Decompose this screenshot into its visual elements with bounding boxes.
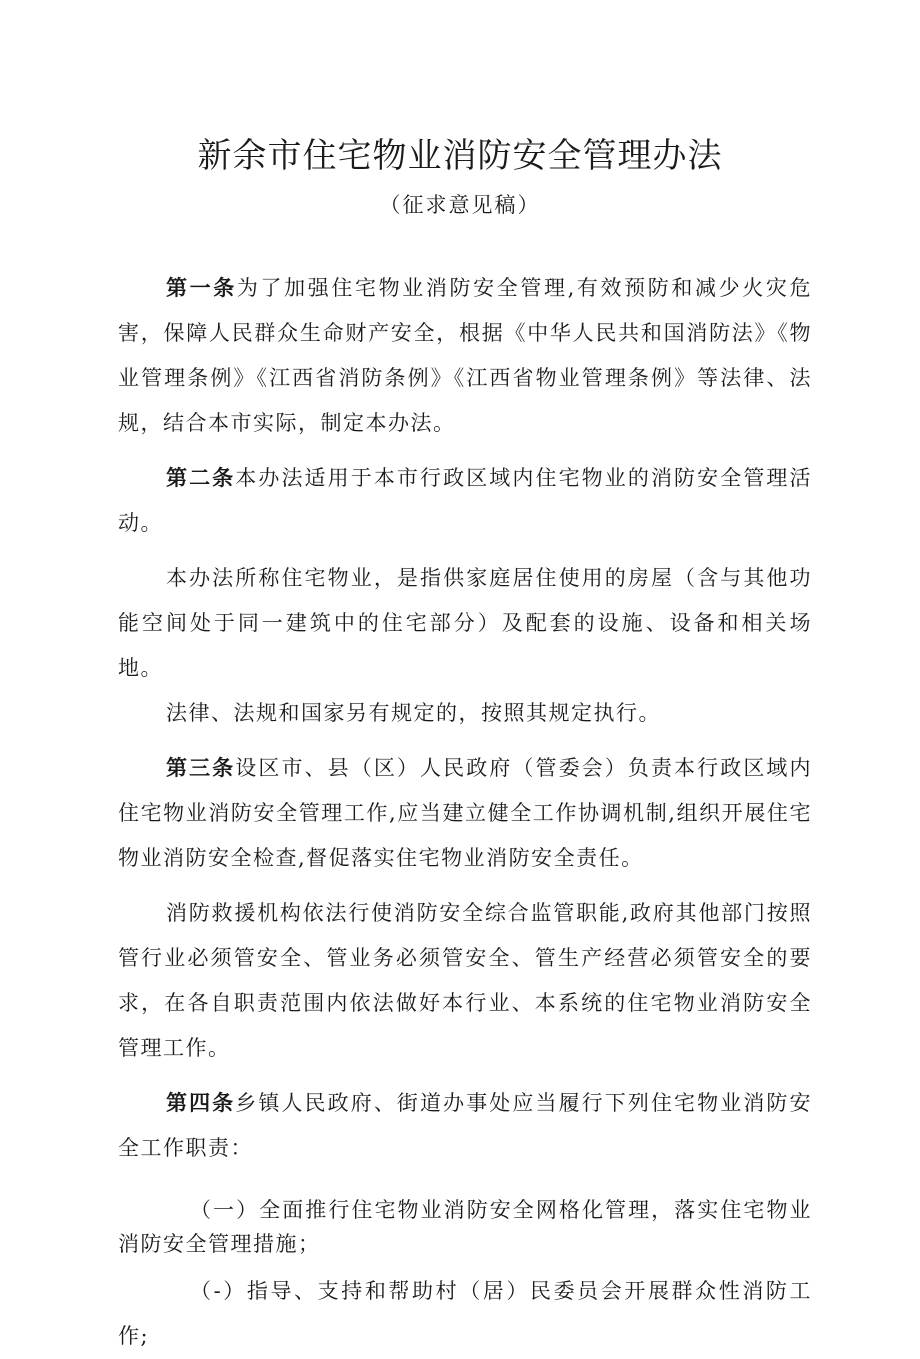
- article-text: 设区市、县（区）人民政府（管委会）负责本行政区域内住宅物业消防安全管理工作,应当建立健全工作协调机制,组织开展住宅物业消防安全检查,督促落实住宅物业消防安全责任。: [118, 756, 813, 870]
- article-text: 为了加强住宅物业消防安全管理,有效预防和减少火灾危害，保障人民群众生命财产安全，根据《中华人民共和国消防法》《物业管理条例》《江西省消防条例》《江西省物业管理条例》等法律、法规，结合本市实际，制定本办法。: [118, 276, 812, 435]
- article-label: 第四条: [166, 1091, 236, 1115]
- list-item-text: （-）指导、支持和帮助村（居）民委员会开展群众性消防工作;: [118, 1279, 812, 1348]
- article-text: 乡镇人民政府、街道办事处应当履行下列住宅物业消防安全工作职责：: [118, 1091, 813, 1160]
- article-label: 第一条: [166, 276, 237, 300]
- list-item: [118, 1269, 812, 1359]
- article-1: [118, 266, 812, 446]
- paragraph-text: 本办法所称住宅物业，是指供家庭居住使用的房屋（含与其他功能空间处于同一建筑中的住宅部分）及配套的设施、设备和相关场地。: [118, 566, 812, 680]
- paragraph: [118, 891, 812, 1071]
- article-2: [118, 456, 812, 546]
- article-label: 第二条: [166, 466, 236, 490]
- paragraph-text: 消防救援机构依法行使消防安全综合监管职能,政府其他部门按照管行业必须管安全、管业务必须管安全、管生产经营必须管安全的要求，在各自职责范围内依法做好本行业、本系统的住宅物业消防安全管理工作。: [118, 901, 812, 1060]
- document-title: 新余市住宅物业消防安全管理办法: [197, 136, 723, 176]
- paragraph: [118, 556, 812, 691]
- paragraph-text: 法律、法规和国家另有规定的，按照其规定执行。: [166, 701, 661, 725]
- paragraph: [118, 691, 812, 736]
- article-3: [118, 746, 812, 881]
- document-subtitle: （征求意见稿）: [379, 193, 541, 217]
- document-body: [118, 266, 812, 1359]
- article-text: 本办法适用于本市行政区域内住宅物业的消防安全管理活动。: [118, 466, 813, 535]
- article-4: [118, 1081, 812, 1171]
- article-label: 第三条: [166, 756, 236, 780]
- list-item: [118, 1193, 812, 1261]
- list-item-text: （一）全面推行住宅物业消防安全网格化管理，落实住宅物业消防安全管理措施；: [118, 1198, 812, 1256]
